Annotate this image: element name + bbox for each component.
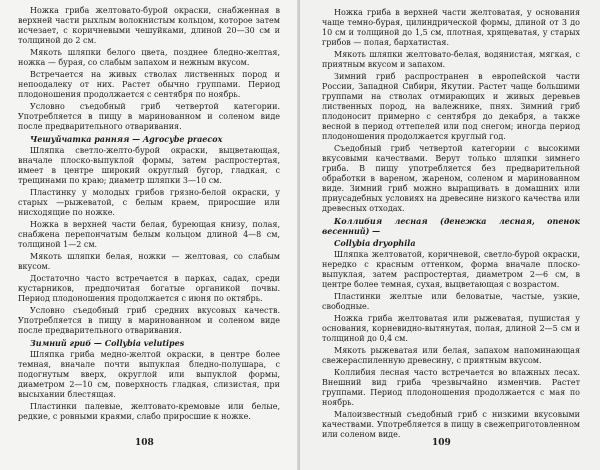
paragraph: Достаточно часто встречается в парках, садах, среди кустарников, предпочитая богатые органикой почвы. Период плодоношения продолжается с июня по октябрь.	[18, 274, 280, 303]
paragraph: Шляпка желтоватой, коричневой, светло-бурой окраски, нередко с красным оттенком, форма вначале плоско-выпуклая, затем распростертая, диаметром 2—6 см, в центре более темная, сухая, выцветающая с возрастом.	[322, 250, 580, 289]
paragraph: Зимний гриб распространен в европейской части России, Западной Сибири, Якутии. Растет чаще большими группами на стволах отмирающих и живых деревьев лиственных пород, на валежнике, пнях. Зимний гриб плодоносит примерно с сентября до декабря, а также весной в период оттепелей или под снегом; иногда период плодоношения продолжается круглый год.	[322, 72, 580, 141]
left-page-text	[18, 6, 280, 424]
paragraph: Коллибия лесная часто встречается во влажных лесах. Внешний вид гриба чрезвычайно изменчив. Растет группами. Период плодоношения продолжается с мая по ноябрь.	[322, 368, 580, 407]
page-number: 108	[135, 438, 154, 448]
paragraph: Мякоть рыжеватая или белая, запахом напоминающая свежераспиленную древесину, с приятным вкусом.	[322, 346, 580, 365]
paragraph: Ножка гриба желтоватая или рыжеватая, пушистая у основания, корневидно-вытянутая, полая, длиной 2—5 см и толщиной до 0,4 см.	[322, 314, 580, 343]
paragraph: Ножка в верхней части белая, буреющая книзу, полая, снабжена перепончатым белым кольцом длиной 4—8 см, толщиной 1—2 см.	[18, 220, 280, 249]
section-heading: Зимний гриб — Collybia velutipes	[30, 338, 185, 348]
paragraph: Шляпка светло-желто-бурой окраски, выцветающая, вначале плоско-выпуклой формы, затем распростертая, имеет в центре широкий округлый бугор, гладкая, с трещинами по краю; диаметр шляпки 3—10 см.	[18, 146, 280, 185]
paragraph: Мякоть шляпки белого цвета, позднее бледно-желтая, ножка — бурая, со слабым запахом и нежным вкусом.	[18, 48, 280, 67]
paragraph: Мякоть шляпки желтовато-белая, водянистая, мягкая, с приятным вкусом и запахом.	[322, 50, 580, 69]
section-heading: Чешуйчатка ранняя — Agrocybe praecox	[30, 134, 223, 144]
paragraph: Условно съедобный гриб средних вкусовых качеств. Употребляется в пищу в маринованном и соленом виде после предварительного отваривания.	[18, 306, 280, 335]
right-page-text	[322, 8, 580, 442]
paragraph: Ножка гриба желтовато-бурой окраски, снабженная в верхней части рыхлым волокнистым кольцом, которое затем исчезает, с коричневыми чешуйками, длиной 20—30 см и толщиной до 2 см.	[18, 6, 280, 45]
paragraph: Ножка гриба в верхней части желтоватая, у основания чаще темно-бурая, цилиндрической формы, длиной от 3 до 10 см и толщиной до 1,5 см, плотная, хрящеватая, у старых грибов — полая, бархатистая.	[322, 8, 580, 47]
paragraph: Мякоть шляпки белая, ножки — желтовая, со слабым вкусом.	[18, 252, 280, 271]
right-page	[300, 0, 600, 470]
paragraph: Съедобный гриб четвертой категории с высокими вкусовыми качествами. Верут только шляпки зимнего гриба. В пищу употребляется без предварительной обработки в вареном, жареном, соленом и маринованном виде. Зимний гриб можно выращивать в домашних или приусадебных условиях на древесине низкого качества или древесных отходах.	[322, 144, 580, 213]
paragraph: Шляпка гриба медно-желтой окраски, в центре более темная, вначале почти выпуклая бледно-полушара, с подогнутым вверх, округлой или выпуклой формы, диаметром 2—10 см, поверхность гладкая, слизистая, при высыхании блестящая.	[18, 350, 280, 399]
paragraph: Малоизвестный съедобный гриб с низкими вкусовыми качествами. Употребляется в пищу в свежеприготовленном или соленом виде.	[322, 410, 580, 439]
section-heading-latin: Collybia dryophila	[334, 238, 416, 248]
paragraph: Пластинку у молодых грибов грязно-белой окраски, у старых —рыжеватой, с белым краем, приросшие или нисходящие по ножке.	[18, 188, 280, 217]
page-number: 109	[432, 438, 451, 448]
paragraph: Пластинки палевые, желтовато-кремовые или белые, редкие, с ровными краями, слабо приросшие к ножке.	[18, 402, 280, 421]
paragraph: Встречается на живых стволах лиственных пород и непоодалеку от них. Растет обычно группами. Период плодоношения продолжается с сентября по ноябрь.	[18, 70, 280, 99]
paragraph: Условно съедобный гриб четвертой категории. Употребляется в пищу в маринованном и соленом виде после предварительного отваривания.	[18, 102, 280, 131]
section-heading: Коллибия лесная (денежка лесная, опенок весенний) —	[322, 216, 580, 236]
paragraph: Пластинки желтые или беловатые, частые, узкие, свободные.	[322, 292, 580, 311]
